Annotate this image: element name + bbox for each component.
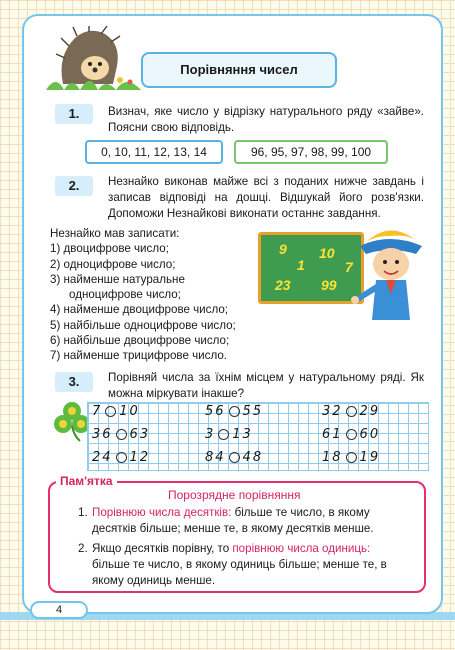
answer-circle[interactable]	[116, 429, 127, 440]
board-number: 1	[297, 257, 305, 273]
memo-item-2	[78, 541, 408, 589]
left-number: 3	[205, 427, 216, 442]
memo-highlight: порівнюю числа одиниць:	[232, 542, 371, 555]
memo-item-number: 2.	[78, 542, 88, 555]
comparison-pair	[92, 450, 150, 465]
right-number: 29	[359, 404, 381, 419]
left-number: 61	[322, 427, 343, 442]
task-number-2: 2.	[55, 176, 93, 196]
answer-circle[interactable]	[105, 406, 116, 417]
comparison-pair	[205, 450, 263, 465]
task-2-list	[50, 226, 236, 364]
board-number: 7	[345, 259, 353, 275]
left-number: 32	[322, 404, 343, 419]
list-item: 3) найменше натуральне	[50, 272, 185, 286]
left-number: 7	[92, 404, 103, 419]
memo-tag: Пам'ятка	[56, 474, 117, 488]
board-number: 23	[275, 277, 291, 293]
task-3-text: Порівняй числа за їхнім місцем у натуральному ряді. Як можна міркувати інакше?	[108, 371, 424, 400]
memo-title: Порозрядне порівняння	[168, 488, 301, 502]
task-1-text: Визнач, яке число у відрізку натурального ряду «зайве». Поясни свою відповідь.	[108, 105, 424, 134]
sequence-box-a: 0, 10, 11, 12, 13, 14	[85, 140, 223, 164]
left-number: 36	[92, 427, 113, 442]
memo-text: більше те число, в якому десятків більше; менше те, в якому десятків менше.	[92, 506, 374, 535]
memo-item-number: 1.	[78, 506, 88, 519]
comparison-pair	[205, 404, 263, 419]
left-number: 24	[92, 450, 113, 465]
answer-circle[interactable]	[229, 406, 240, 417]
right-number: 60	[359, 427, 381, 442]
right-number: 10	[119, 404, 140, 419]
page-number: 4	[30, 601, 88, 619]
neznaiko-illustration	[350, 224, 430, 324]
task-2-text: Незнайко виконав майже всі з поданих нижче завдань і записав відповіді на дошці. Відшукай його розв'язки. Допоможи Незнайкові виконати останнє завдання.	[108, 175, 424, 220]
left-number: 84	[205, 450, 226, 465]
answer-circle[interactable]	[218, 429, 229, 440]
page-title: Порівняння чисел	[141, 52, 337, 88]
board-number: 10	[319, 245, 335, 261]
right-number: 19	[359, 450, 381, 465]
clover-icon	[52, 400, 92, 442]
memo-text: більше те число, в якому одиниць більше; менше те, в якому одиниць менше.	[92, 558, 387, 587]
list-item: одноцифрове число;	[69, 288, 181, 302]
board-number: 9	[279, 241, 287, 257]
left-number: 56	[205, 404, 226, 419]
comparison-pair	[92, 427, 150, 442]
answer-circle[interactable]	[116, 452, 127, 463]
right-number: 55	[242, 404, 264, 419]
comparison-pair	[92, 404, 140, 419]
list-item: 7) найменше трицифрове число.	[50, 349, 228, 363]
list-intro: Незнайко мав записати:	[50, 227, 180, 240]
right-number: 48	[242, 450, 264, 465]
task-number-3: 3.	[55, 372, 93, 392]
comparison-pair	[205, 427, 253, 442]
answer-circle[interactable]	[346, 429, 357, 440]
answer-circle[interactable]	[346, 406, 357, 417]
memo-text: Якщо десятків порівну, то	[92, 542, 233, 555]
sequence-box-b: 96, 95, 97, 98, 99, 100	[234, 140, 388, 164]
grass-decoration	[46, 70, 141, 90]
chalkboard	[258, 232, 364, 304]
task-number-1: 1.	[55, 104, 93, 124]
answer-circle[interactable]	[346, 452, 357, 463]
right-number: 13	[232, 427, 253, 442]
memo-item-1	[78, 505, 408, 537]
comparison-pair	[322, 427, 380, 442]
comparison-pair	[322, 450, 380, 465]
memo-highlight: Порівнюю числа десятків:	[92, 506, 232, 519]
list-item: 2) одноцифрове число;	[50, 257, 176, 271]
left-number: 18	[322, 450, 343, 465]
answer-circle[interactable]	[229, 452, 240, 463]
board-number: 99	[321, 277, 337, 293]
list-item: 5) найбільше одноцифрове число;	[50, 318, 236, 332]
list-item: 4) найменше двоцифрове число;	[50, 303, 229, 317]
list-item: 1) двоцифрове число;	[50, 242, 169, 256]
right-number: 63	[129, 427, 151, 442]
comparison-pair	[322, 404, 380, 419]
list-item: 6) найбільше двоцифрове число;	[50, 334, 230, 348]
right-number: 12	[129, 450, 151, 465]
